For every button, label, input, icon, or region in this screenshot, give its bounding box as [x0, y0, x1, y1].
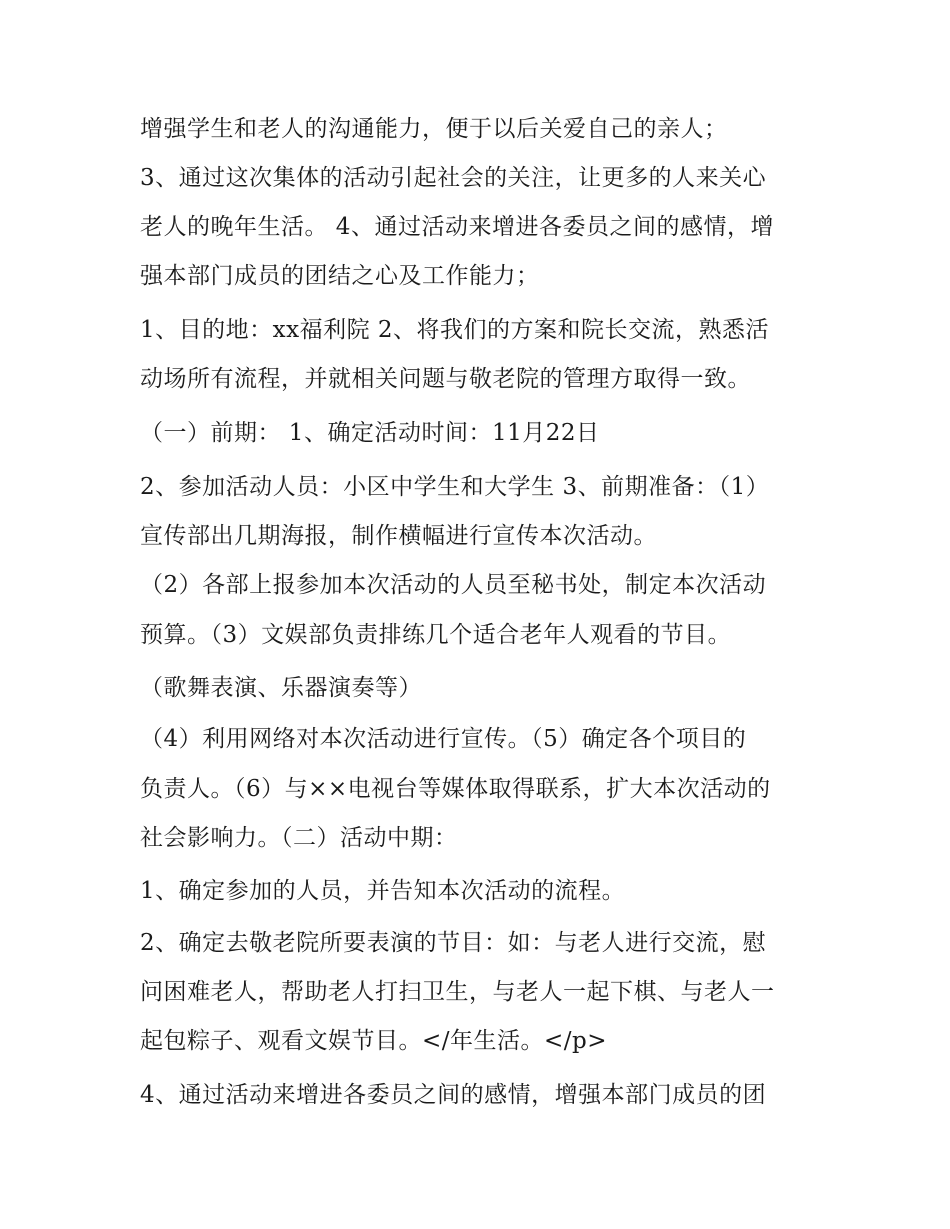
- text-line: 增强学生和老人的沟通能力，便于以后关爱自己的亲人；: [140, 116, 728, 142]
- text-line: 3、通过这次集体的活动引起社会的关注，让更多的人来关心: [140, 165, 767, 191]
- text-line: （一）前期： 1、确定活动时间：11月22日: [140, 420, 600, 446]
- text-line: 2、参加活动人员：小区中学生和大学生 3、前期准备：（1）: [140, 474, 770, 500]
- text-line: 2、确定去敬老院所要表演的节目：如：与老人进行交流，慰: [140, 930, 767, 956]
- text-line: 预算。（3）文娱部负责排练几个适合老年人观看的节目。: [140, 622, 732, 648]
- text-line: 起包粽子、观看文娱节目。</年生活。</p>: [140, 1028, 608, 1054]
- text-line: 1、确定参加的人员，并告知本次活动的流程。: [140, 878, 626, 904]
- text-line: （歌舞表演、乐器演奏等）: [140, 675, 422, 701]
- text-line: 强本部门成员的团结之心及工作能力；: [140, 263, 540, 289]
- text-line: （4）利用网络对本次活动进行宣传。（5）确定各个项目的: [140, 726, 747, 752]
- text-line: 4、通过活动来增进各委员之间的感情，增强本部门成员的团: [140, 1082, 767, 1108]
- text-line: 问困难老人，帮助老人打扫卫生，与老人一起下棋、与老人一: [140, 979, 775, 1005]
- text-line: 老人的晚年生活。 4、通过活动来增进各委员之间的感情，增: [140, 214, 774, 240]
- text-line: （2）各部上报参加本次活动的人员至秘书处，制定本次活动: [140, 572, 767, 598]
- text-line: 宣传部出几期海报，制作横幅进行宣传本次活动。: [140, 523, 657, 549]
- text-line: 动场所有流程，并就相关问题与敬老院的管理方取得一致。: [140, 366, 751, 392]
- text-line: 1、目的地：xx福利院 2、将我们的方案和院长交流，熟悉活: [140, 317, 770, 343]
- text-line: 社会影响力。（二）活动中期：: [140, 825, 458, 851]
- text-line: 负责人。（6）与××电视台等媒体取得联系，扩大本次活动的: [140, 776, 771, 802]
